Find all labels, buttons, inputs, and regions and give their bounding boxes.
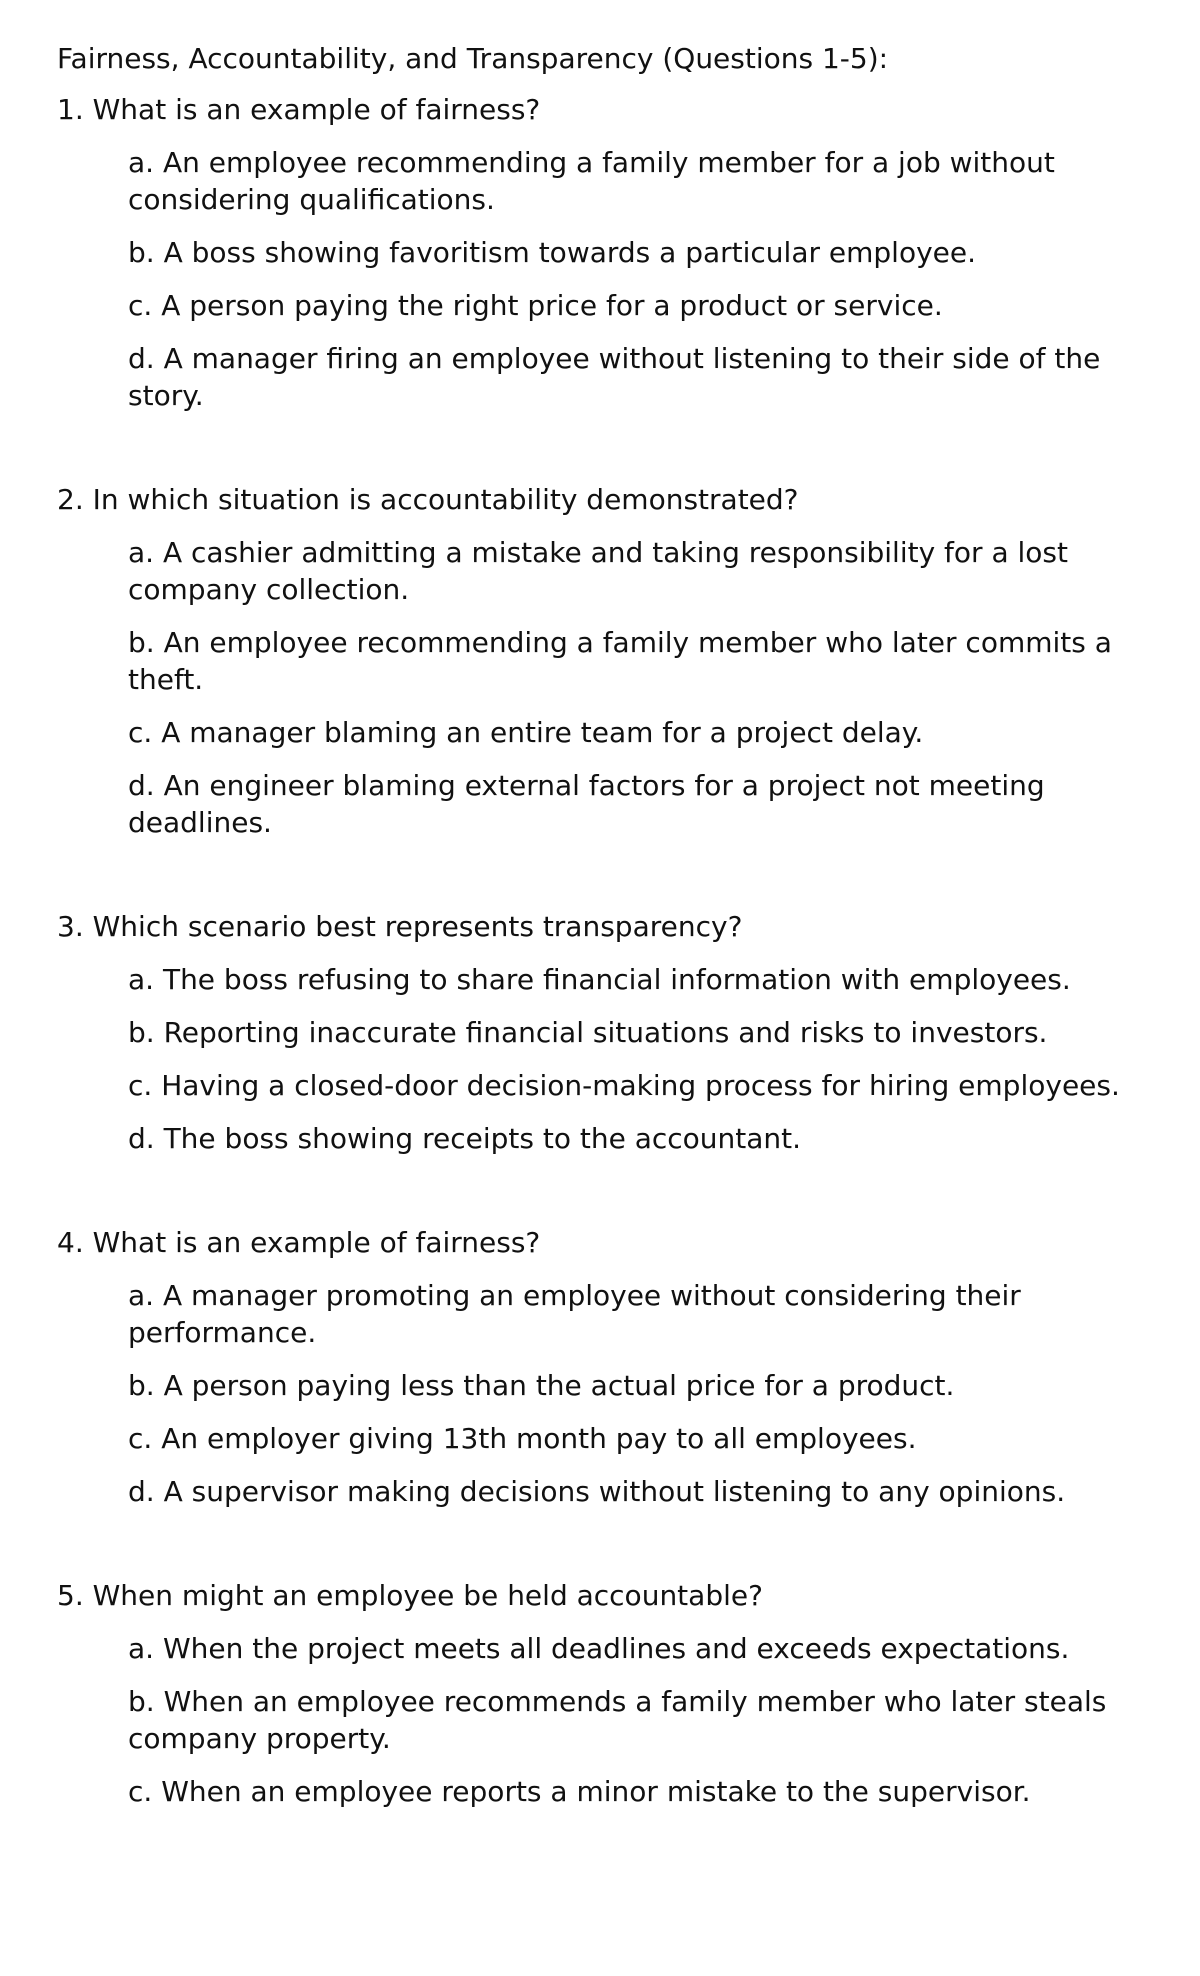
option-c: c. A manager blaming an entire team for a project delay. [128,716,924,749]
question-5 [57,1577,1140,1810]
option-b: b. A person paying less than the actual price for a product. [128,1369,955,1402]
option-d: d. A supervisor making decisions without listening to any opinions. [128,1475,1066,1508]
question-text: 4. What is an example of fairness? [57,1226,541,1259]
option-b: b. An employee recommending a family member who later commits a theft. [128,626,1112,696]
option-c: c. A person paying the right price for a product or service. [128,289,943,322]
option-d: d. An engineer blaming external factors for a project not meeting deadlines. [128,769,1045,839]
question-2 [57,481,1140,841]
question-1 [57,91,1140,414]
option-list [57,534,1140,841]
document-title: Fairness, Accountability, and Transparency (Questions 1-5): [57,42,889,75]
option-b: b. A boss showing favoritism towards a particular employee. [128,236,977,269]
option-a: a. A cashier admitting a mistake and taking responsibility for a lost company collection. [128,536,1068,606]
question-text: 1. What is an example of fairness? [57,93,541,126]
question-text: 5. When might an employee be held accountable? [57,1579,763,1612]
option-d: d. The boss showing receipts to the accountant. [128,1122,802,1155]
option-a: a. When the project meets all deadlines and exceeds expectations. [128,1632,1070,1665]
option-list [57,144,1140,414]
option-b: b. Reporting inaccurate financial situations and risks to investors. [128,1016,1048,1049]
question-4 [57,1224,1140,1510]
option-d: d. A manager firing an employee without listening to their side of the story. [128,342,1101,412]
option-a: a. An employee recommending a family member for a job without considering qualifications. [128,146,1055,216]
option-c: c. An employer giving 13th month pay to all employees. [128,1422,917,1455]
option-a: a. The boss refusing to share financial information with employees. [128,963,1071,996]
option-b: b. When an employee recommends a family member who later steals company property. [128,1685,1107,1755]
option-c: c. Having a closed-door decision-making process for hiring employees. [128,1069,1120,1102]
option-list [57,1630,1140,1810]
option-a: a. A manager promoting an employee without considering their performance. [128,1279,1021,1349]
option-list [57,1277,1140,1510]
option-c: c. When an employee reports a minor mistake to the supervisor. [128,1775,1031,1808]
question-text: 2. In which situation is accountability demonstrated? [57,483,799,516]
question-text: 3. Which scenario best represents transparency? [57,910,743,943]
option-list [57,961,1140,1157]
question-3 [57,908,1140,1157]
